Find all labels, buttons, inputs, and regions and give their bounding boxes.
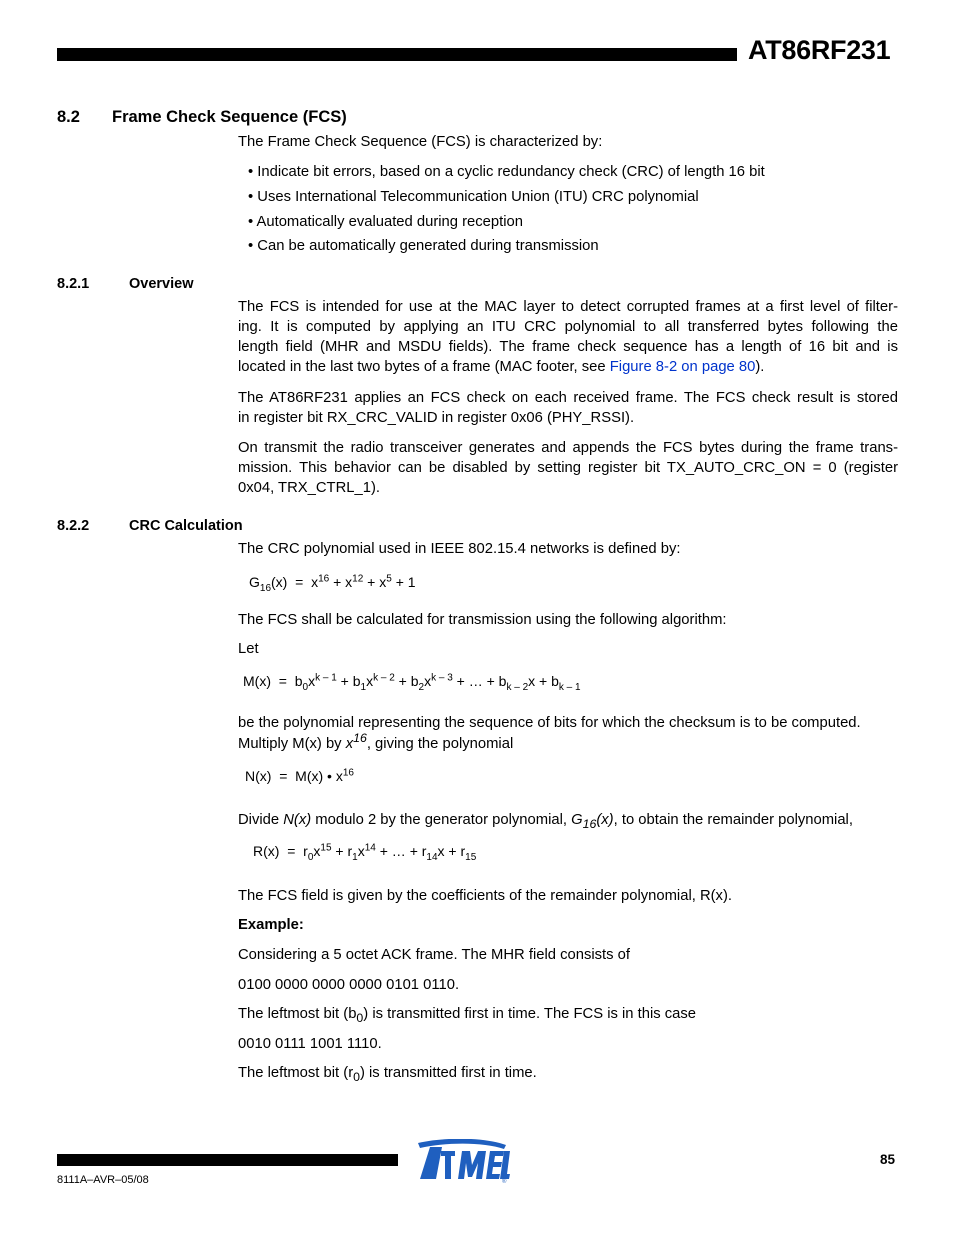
text-line: in register bit RX_CRC_VALID in register 0x06 (PHY_RSSI).: [238, 410, 635, 426]
example-label: Example:: [238, 917, 304, 933]
text-line: 0x04, TRX_CTRL_1).: [238, 480, 381, 496]
text-line: The AT86RF231 applies an FCS check on each received frame. The FCS check result is stored: [238, 390, 898, 406]
paragraph: The FCS shall be calculated for transmission using the following algorithm:: [238, 612, 727, 628]
text-span: , to obtain the remainder polynomial,: [613, 812, 853, 828]
text-line: mission. This behavior can be disabled by setting register bit TX_AUTO_CRC_ON = 0 (register: [238, 460, 898, 476]
list-item-text: Automatically evaluated during reception: [256, 214, 523, 230]
text-span: ) is transmitted first in time.: [359, 1065, 537, 1081]
atmel-logo: [414, 1139, 510, 1183]
generator-polynomial-equation: $G_{16}(x) = x^{16} + x^{12} + x^5 + 1$: [249, 573, 416, 594]
text-line: The FCS is intended for use at the MAC layer to detect corrupted frames at a first level of filter-: [238, 299, 898, 315]
document-id: 8111A–AVR–05/08: [57, 1174, 149, 1186]
header-rule: [57, 48, 737, 61]
bit-sequence: 0100 0000 0000 0000 0101 0110.: [238, 977, 460, 993]
paragraph: The CRC polynomial used in IEEE 802.15.4 networks is defined by:: [238, 541, 681, 557]
text-span: ) is transmitted first in time. The FCS is in this case: [363, 1006, 697, 1022]
text-line: be the polynomial representing the sequence of bits for which the checksum is to be computed.: [238, 715, 861, 731]
paragraph: [238, 388, 898, 428]
subsection-heading: [57, 276, 194, 292]
section-title: Frame Check Sequence (FCS): [112, 108, 347, 126]
list-item: • Can be automatically generated during transmission: [248, 238, 599, 254]
text-span: located in the last two bytes of a frame (MAC footer, see: [238, 359, 610, 375]
footer-rule-left: [57, 1154, 398, 1166]
text-line: On transmit the radio transceiver generates and appends the FCS bytes during the frame trans-: [238, 440, 898, 456]
subsection-title: CRC Calculation: [129, 518, 243, 534]
subscript: 0: [353, 1069, 360, 1084]
intro-text: The Frame Check Sequence (FCS) is characterized by:: [238, 134, 603, 150]
text-span: , giving the polynomial: [366, 736, 514, 752]
text-line: [238, 1004, 696, 1024]
text-span: ).: [755, 359, 765, 375]
list-item-text: Can be automatically generated during transmission: [257, 238, 599, 254]
text-line: [238, 357, 898, 377]
page-number: 85: [880, 1152, 896, 1167]
paragraph: Considering a 5 octet ACK frame. The MHR field consists of: [238, 947, 631, 963]
text-span: Multiply M(x) by: [238, 736, 346, 752]
paragraph: The FCS field is given by the coefficients of the remainder polynomial, R(x).: [238, 888, 732, 904]
section-heading: [57, 108, 347, 127]
list-item: • Automatically evaluated during reception: [248, 214, 523, 230]
subsection-number: 8.2.2: [57, 518, 90, 534]
text-line: [238, 1063, 537, 1083]
bit-sequence: 0010 0111 1001 1110.: [238, 1036, 382, 1052]
text-span: Divide: [238, 812, 284, 828]
document-title: AT86RF231: [748, 35, 891, 65]
text-span: N(x): [283, 812, 312, 828]
text-span: The leftmost bit (r: [238, 1065, 354, 1081]
text-line: length field (MHR and MSDU fields). The frame check sequence has a length of 16 bit and is: [238, 339, 898, 355]
let-label: Let: [238, 641, 259, 657]
subsection-title: Overview: [129, 276, 194, 292]
list-item: • Indicate bit errors, based on a cyclic redundancy check (CRC) of length 16 bit: [248, 164, 765, 180]
subsection-number: 8.2.1: [57, 276, 90, 292]
text-line: ing. It is computed by applying an ITU CRC polynomial to all transferred bytes following the: [238, 319, 898, 335]
text-line: Divide N(x) modulo 2 by the generator polynomial, $G_{16}(x)$, to obtain the remainder polynomial,: [238, 812, 853, 831]
remainder-polynomial-equation: $R(x) = r_0x^{15} + r_1x^{14}$ + … + $r_{14}x + r_{15}$: [253, 842, 477, 863]
list-item-text: Uses International Telecommunication Union (ITU) CRC polynomial: [257, 189, 699, 205]
subsection-heading: [57, 518, 243, 534]
list-item-text: Indicate bit errors, based on a cyclic redundancy check (CRC) of length 16 bit: [257, 164, 765, 180]
message-polynomial-equation: $M(x) = b_0x^{k - 1} + b_1x^{k - 2} + b_2x^{k - 3}$ + … + $b_{k - 2}x + b_{k - 1}$: [243, 672, 581, 693]
figure-link[interactable]: Figure 8-2 on page 80: [609, 359, 756, 375]
subscript: 0: [356, 1010, 364, 1025]
section-number: 8.2: [57, 108, 80, 126]
text-line: Multiply M(x) by $x^{16}$, giving the polynomial: [238, 731, 514, 752]
paragraph: [238, 297, 898, 377]
paragraph: [238, 438, 898, 498]
text-span: modulo 2 by the generator polynomial,: [311, 812, 572, 828]
n-polynomial-equation: N(x) = M(x) • $x^{16}$: [245, 767, 354, 784]
text-span: The leftmost bit (b: [238, 1006, 357, 1022]
list-item: • Uses International Telecommunication Union (ITU) CRC polynomial: [248, 189, 699, 205]
svg-text:®: ®: [502, 1179, 507, 1183]
